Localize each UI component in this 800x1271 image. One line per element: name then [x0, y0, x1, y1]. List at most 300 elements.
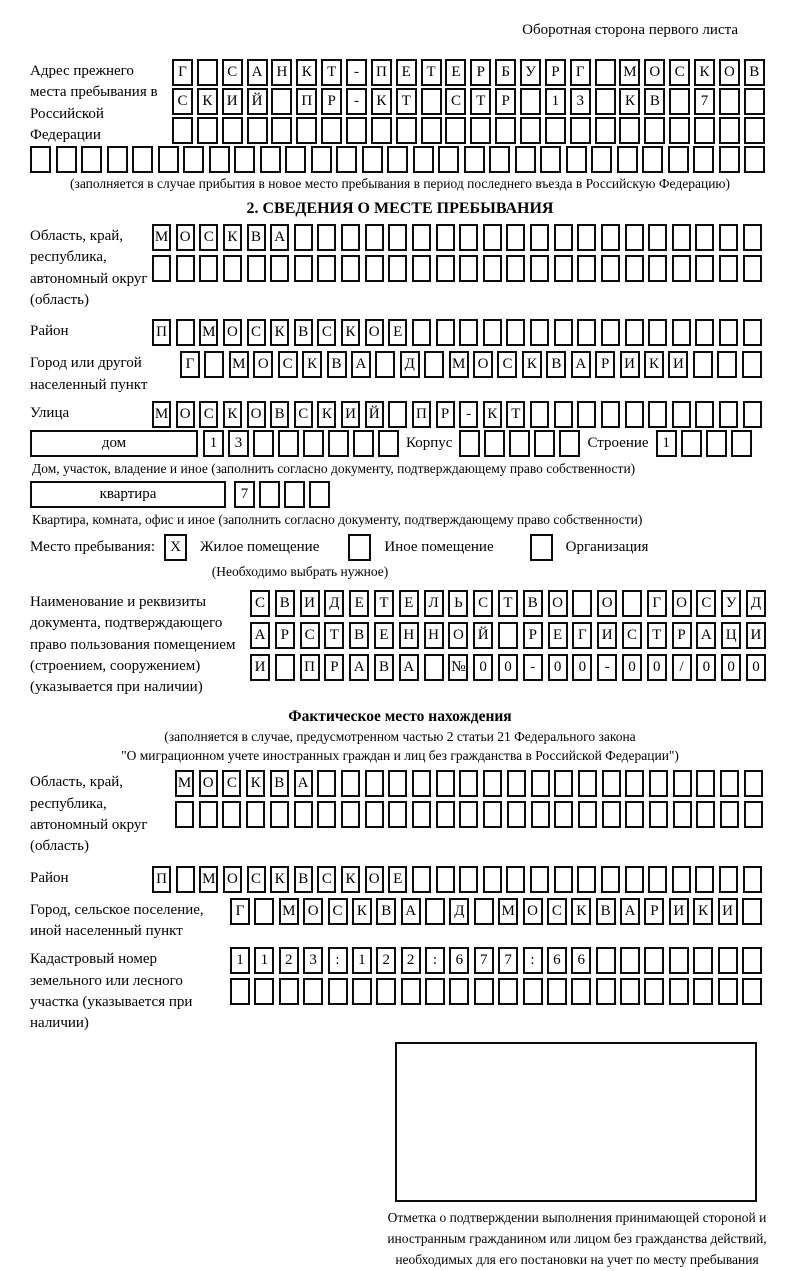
- char-cell[interactable]: -: [597, 654, 617, 681]
- char-cell[interactable]: [278, 430, 299, 457]
- char-cell[interactable]: И: [718, 898, 738, 925]
- char-cell[interactable]: А: [270, 224, 289, 251]
- char-cell[interactable]: К: [644, 351, 664, 378]
- char-cell[interactable]: [222, 117, 243, 144]
- char-cell[interactable]: [253, 430, 274, 457]
- char-cell[interactable]: [530, 255, 549, 282]
- char-cell[interactable]: С: [278, 351, 298, 378]
- char-cell[interactable]: [436, 770, 455, 797]
- char-cell[interactable]: Т: [321, 59, 342, 86]
- char-cell[interactable]: Н: [399, 622, 419, 649]
- char-cell[interactable]: С: [445, 88, 466, 115]
- char-cell[interactable]: [388, 224, 407, 251]
- char-cell[interactable]: 6: [571, 947, 591, 974]
- char-cell[interactable]: :: [523, 947, 543, 974]
- char-cell[interactable]: №: [448, 654, 468, 681]
- char-cell[interactable]: [642, 146, 663, 173]
- char-cell[interactable]: С: [172, 88, 193, 115]
- char-cell[interactable]: [743, 401, 762, 428]
- char-cell[interactable]: 7: [694, 88, 715, 115]
- char-cell[interactable]: [625, 224, 644, 251]
- char-cell[interactable]: Ц: [721, 622, 741, 649]
- char-cell[interactable]: [693, 947, 713, 974]
- char-cell[interactable]: В: [546, 351, 566, 378]
- char-cell[interactable]: [506, 224, 525, 251]
- char-cell[interactable]: [336, 146, 357, 173]
- char-cell[interactable]: [449, 978, 469, 1005]
- char-cell[interactable]: К: [270, 319, 289, 346]
- char-cell[interactable]: Г: [180, 351, 200, 378]
- char-cell[interactable]: [695, 319, 714, 346]
- char-cell[interactable]: [554, 770, 573, 797]
- char-cell[interactable]: [693, 351, 713, 378]
- char-cell[interactable]: [625, 319, 644, 346]
- char-cell[interactable]: [328, 430, 349, 457]
- char-cell[interactable]: [672, 255, 691, 282]
- char-cell[interactable]: [158, 146, 179, 173]
- char-cell[interactable]: [672, 401, 691, 428]
- char-cell[interactable]: [520, 117, 541, 144]
- char-cell[interactable]: И: [597, 622, 617, 649]
- char-cell[interactable]: Р: [275, 622, 295, 649]
- char-cell[interactable]: О: [253, 351, 273, 378]
- char-cell[interactable]: [669, 978, 689, 1005]
- char-cell[interactable]: О: [523, 898, 543, 925]
- char-cell[interactable]: -: [346, 88, 367, 115]
- char-cell[interactable]: [601, 866, 620, 893]
- char-cell[interactable]: [644, 117, 665, 144]
- char-cell[interactable]: [365, 255, 384, 282]
- char-cell[interactable]: [719, 224, 738, 251]
- char-cell[interactable]: [309, 481, 330, 508]
- char-cell[interactable]: [577, 401, 596, 428]
- char-cell[interactable]: [717, 351, 737, 378]
- char-cell[interactable]: В: [523, 590, 543, 617]
- char-cell[interactable]: 2: [401, 947, 421, 974]
- char-cell[interactable]: [595, 117, 616, 144]
- char-cell[interactable]: [341, 255, 360, 282]
- char-cell[interactable]: [591, 146, 612, 173]
- char-cell[interactable]: [483, 770, 502, 797]
- char-cell[interactable]: [648, 319, 667, 346]
- char-cell[interactable]: [617, 146, 638, 173]
- char-cell[interactable]: [362, 146, 383, 173]
- char-cell[interactable]: [625, 801, 644, 828]
- char-cell[interactable]: [375, 351, 395, 378]
- char-cell[interactable]: В: [744, 59, 765, 86]
- char-cell[interactable]: К: [694, 59, 715, 86]
- char-cell[interactable]: Р: [672, 622, 692, 649]
- char-cell[interactable]: [602, 801, 621, 828]
- char-cell[interactable]: [506, 255, 525, 282]
- char-cell[interactable]: [209, 146, 230, 173]
- char-cell[interactable]: В: [275, 590, 295, 617]
- char-cell[interactable]: [545, 117, 566, 144]
- char-cell[interactable]: [459, 319, 478, 346]
- char-cell[interactable]: [620, 978, 640, 1005]
- char-cell[interactable]: П: [152, 866, 171, 893]
- char-cell[interactable]: К: [296, 59, 317, 86]
- char-cell[interactable]: Н: [271, 59, 292, 86]
- char-cell[interactable]: [554, 255, 573, 282]
- char-cell[interactable]: А: [351, 351, 371, 378]
- char-cell[interactable]: [107, 146, 128, 173]
- char-cell[interactable]: [578, 770, 597, 797]
- char-cell[interactable]: С: [328, 898, 348, 925]
- char-cell[interactable]: [321, 117, 342, 144]
- char-cell[interactable]: [247, 117, 268, 144]
- char-cell[interactable]: [695, 866, 714, 893]
- char-cell[interactable]: [531, 770, 550, 797]
- char-cell[interactable]: [554, 866, 573, 893]
- char-cell[interactable]: [436, 224, 455, 251]
- char-cell[interactable]: 1: [545, 88, 566, 115]
- char-cell[interactable]: [412, 770, 431, 797]
- char-cell[interactable]: 1: [254, 947, 274, 974]
- char-cell[interactable]: :: [425, 947, 445, 974]
- char-cell[interactable]: [719, 401, 738, 428]
- char-cell[interactable]: Е: [548, 622, 568, 649]
- char-cell[interactable]: 3: [303, 947, 323, 974]
- char-cell[interactable]: К: [317, 401, 336, 428]
- char-cell[interactable]: [742, 978, 762, 1005]
- char-cell[interactable]: [506, 319, 525, 346]
- char-cell[interactable]: [483, 255, 502, 282]
- char-cell[interactable]: О: [473, 351, 493, 378]
- char-cell[interactable]: [673, 770, 692, 797]
- char-cell[interactable]: Е: [388, 866, 407, 893]
- char-cell[interactable]: В: [294, 866, 313, 893]
- char-cell[interactable]: Г: [570, 59, 591, 86]
- char-cell[interactable]: М: [199, 319, 218, 346]
- char-cell[interactable]: [317, 770, 336, 797]
- char-cell[interactable]: [425, 898, 445, 925]
- char-cell[interactable]: [681, 430, 702, 457]
- char-cell[interactable]: [425, 978, 445, 1005]
- char-cell[interactable]: С: [247, 319, 266, 346]
- char-cell[interactable]: [294, 801, 313, 828]
- char-cell[interactable]: 0: [572, 654, 592, 681]
- char-cell[interactable]: [234, 146, 255, 173]
- char-cell[interactable]: Р: [470, 59, 491, 86]
- char-cell[interactable]: О: [303, 898, 323, 925]
- char-cell[interactable]: К: [223, 224, 242, 251]
- char-cell[interactable]: [719, 866, 738, 893]
- char-cell[interactable]: [388, 801, 407, 828]
- char-cell[interactable]: [436, 866, 455, 893]
- char-cell[interactable]: [706, 430, 727, 457]
- char-cell[interactable]: О: [448, 622, 468, 649]
- char-cell[interactable]: С: [622, 622, 642, 649]
- char-cell[interactable]: 1: [230, 947, 250, 974]
- char-cell[interactable]: [625, 866, 644, 893]
- char-cell[interactable]: К: [341, 319, 360, 346]
- char-cell[interactable]: [484, 430, 505, 457]
- char-cell[interactable]: [498, 978, 518, 1005]
- char-cell[interactable]: [30, 146, 51, 173]
- char-cell[interactable]: И: [250, 654, 270, 681]
- char-cell[interactable]: [554, 801, 573, 828]
- char-cell[interactable]: 2: [376, 947, 396, 974]
- char-cell[interactable]: Р: [324, 654, 344, 681]
- char-cell[interactable]: [547, 978, 567, 1005]
- char-cell[interactable]: [172, 117, 193, 144]
- char-cell[interactable]: [531, 801, 550, 828]
- char-cell[interactable]: [464, 146, 485, 173]
- char-cell[interactable]: [346, 117, 367, 144]
- char-cell[interactable]: 0: [548, 654, 568, 681]
- char-cell[interactable]: [507, 770, 526, 797]
- char-cell[interactable]: [483, 224, 502, 251]
- char-cell[interactable]: [742, 898, 762, 925]
- char-cell[interactable]: [483, 866, 502, 893]
- char-cell[interactable]: [421, 88, 442, 115]
- char-cell[interactable]: [743, 866, 762, 893]
- char-cell[interactable]: В: [376, 898, 396, 925]
- char-cell[interactable]: [625, 255, 644, 282]
- char-cell[interactable]: [152, 255, 171, 282]
- char-cell[interactable]: И: [300, 590, 320, 617]
- char-cell[interactable]: [341, 801, 360, 828]
- char-cell[interactable]: [695, 224, 714, 251]
- char-cell[interactable]: А: [294, 770, 313, 797]
- char-cell[interactable]: [176, 319, 195, 346]
- char-cell[interactable]: [424, 351, 444, 378]
- char-cell[interactable]: О: [365, 866, 384, 893]
- char-cell[interactable]: В: [294, 319, 313, 346]
- char-cell[interactable]: Т: [374, 590, 394, 617]
- char-cell[interactable]: [672, 866, 691, 893]
- char-cell[interactable]: Й: [247, 88, 268, 115]
- char-cell[interactable]: [602, 770, 621, 797]
- char-cell[interactable]: О: [597, 590, 617, 617]
- char-cell[interactable]: [56, 146, 77, 173]
- char-cell[interactable]: [719, 146, 740, 173]
- char-cell[interactable]: А: [247, 59, 268, 86]
- char-cell[interactable]: [570, 117, 591, 144]
- char-cell[interactable]: [696, 801, 715, 828]
- char-cell[interactable]: [388, 255, 407, 282]
- char-cell[interactable]: К: [483, 401, 502, 428]
- char-cell[interactable]: А: [696, 622, 716, 649]
- char-cell[interactable]: [669, 117, 690, 144]
- char-cell[interactable]: Г: [230, 898, 250, 925]
- char-cell[interactable]: К: [571, 898, 591, 925]
- char-cell[interactable]: Р: [523, 622, 543, 649]
- char-cell[interactable]: Г: [172, 59, 193, 86]
- char-cell[interactable]: А: [399, 654, 419, 681]
- char-cell[interactable]: [413, 146, 434, 173]
- char-cell[interactable]: [742, 947, 762, 974]
- char-cell[interactable]: [744, 770, 763, 797]
- char-cell[interactable]: О: [365, 319, 384, 346]
- char-cell[interactable]: [648, 255, 667, 282]
- char-cell[interactable]: П: [412, 401, 431, 428]
- char-cell[interactable]: [644, 947, 664, 974]
- char-cell[interactable]: 0: [746, 654, 766, 681]
- char-cell[interactable]: [371, 117, 392, 144]
- char-cell[interactable]: [577, 866, 596, 893]
- char-cell[interactable]: [719, 319, 738, 346]
- char-cell[interactable]: С: [300, 622, 320, 649]
- char-cell[interactable]: [412, 866, 431, 893]
- char-cell[interactable]: [197, 117, 218, 144]
- char-cell[interactable]: [470, 117, 491, 144]
- char-cell[interactable]: Т: [324, 622, 344, 649]
- char-cell[interactable]: [742, 351, 762, 378]
- char-cell[interactable]: [669, 947, 689, 974]
- char-cell[interactable]: [695, 401, 714, 428]
- char-cell[interactable]: [412, 801, 431, 828]
- char-cell[interactable]: [572, 590, 592, 617]
- char-cell[interactable]: И: [746, 622, 766, 649]
- char-cell[interactable]: -: [523, 654, 543, 681]
- char-cell[interactable]: [648, 224, 667, 251]
- char-cell[interactable]: О: [223, 319, 242, 346]
- char-cell[interactable]: [601, 255, 620, 282]
- char-cell[interactable]: О: [548, 590, 568, 617]
- char-cell[interactable]: 1: [203, 430, 224, 457]
- char-cell[interactable]: С: [199, 401, 218, 428]
- char-cell[interactable]: [534, 430, 555, 457]
- char-cell[interactable]: [317, 255, 336, 282]
- char-cell[interactable]: [436, 319, 455, 346]
- char-cell[interactable]: И: [620, 351, 640, 378]
- char-cell[interactable]: [495, 117, 516, 144]
- char-cell[interactable]: С: [696, 590, 716, 617]
- char-cell[interactable]: [294, 255, 313, 282]
- char-cell[interactable]: Д: [324, 590, 344, 617]
- char-cell[interactable]: [648, 866, 667, 893]
- char-cell[interactable]: 3: [570, 88, 591, 115]
- char-cell[interactable]: К: [371, 88, 392, 115]
- char-cell[interactable]: [693, 146, 714, 173]
- char-cell[interactable]: [696, 770, 715, 797]
- char-cell[interactable]: [353, 430, 374, 457]
- char-cell[interactable]: У: [721, 590, 741, 617]
- char-cell[interactable]: 0: [498, 654, 518, 681]
- char-cell[interactable]: 2: [279, 947, 299, 974]
- char-cell[interactable]: [270, 255, 289, 282]
- char-cell[interactable]: [720, 770, 739, 797]
- char-cell[interactable]: [601, 319, 620, 346]
- char-cell[interactable]: Р: [495, 88, 516, 115]
- char-cell[interactable]: [474, 978, 494, 1005]
- char-cell[interactable]: 6: [547, 947, 567, 974]
- char-cell[interactable]: Б: [495, 59, 516, 86]
- char-cell[interactable]: [260, 146, 281, 173]
- char-cell[interactable]: А: [401, 898, 421, 925]
- char-cell[interactable]: 0: [696, 654, 716, 681]
- char-cell[interactable]: [183, 146, 204, 173]
- char-cell[interactable]: [554, 401, 573, 428]
- char-cell[interactable]: О: [176, 401, 195, 428]
- char-cell[interactable]: 0: [721, 654, 741, 681]
- char-cell[interactable]: 0: [473, 654, 493, 681]
- char-cell[interactable]: [376, 978, 396, 1005]
- char-cell[interactable]: Й: [473, 622, 493, 649]
- char-cell[interactable]: [483, 319, 502, 346]
- char-cell[interactable]: Т: [498, 590, 518, 617]
- char-cell[interactable]: [719, 117, 740, 144]
- char-cell[interactable]: [596, 947, 616, 974]
- char-cell[interactable]: [559, 430, 580, 457]
- char-cell[interactable]: С: [250, 590, 270, 617]
- char-cell[interactable]: 7: [498, 947, 518, 974]
- char-cell[interactable]: [341, 770, 360, 797]
- char-cell[interactable]: [259, 481, 280, 508]
- char-cell[interactable]: [388, 770, 407, 797]
- char-cell[interactable]: Т: [506, 401, 525, 428]
- char-cell[interactable]: [507, 801, 526, 828]
- char-cell[interactable]: [483, 801, 502, 828]
- char-cell[interactable]: П: [300, 654, 320, 681]
- char-cell[interactable]: [296, 117, 317, 144]
- char-cell[interactable]: В: [247, 224, 266, 251]
- char-cell[interactable]: [424, 654, 444, 681]
- char-cell[interactable]: Р: [545, 59, 566, 86]
- residential-checkbox[interactable]: X: [164, 534, 187, 561]
- char-cell[interactable]: [175, 801, 194, 828]
- char-cell[interactable]: [412, 319, 431, 346]
- char-cell[interactable]: [489, 146, 510, 173]
- char-cell[interactable]: М: [199, 866, 218, 893]
- char-cell[interactable]: [625, 401, 644, 428]
- char-cell[interactable]: [530, 866, 549, 893]
- char-cell[interactable]: В: [349, 622, 369, 649]
- char-cell[interactable]: [387, 146, 408, 173]
- char-cell[interactable]: Т: [421, 59, 442, 86]
- char-cell[interactable]: [668, 146, 689, 173]
- char-cell[interactable]: У: [520, 59, 541, 86]
- char-cell[interactable]: О: [223, 866, 242, 893]
- char-cell[interactable]: М: [279, 898, 299, 925]
- char-cell[interactable]: [577, 319, 596, 346]
- char-cell[interactable]: [523, 978, 543, 1005]
- char-cell[interactable]: [176, 866, 195, 893]
- char-cell[interactable]: О: [644, 59, 665, 86]
- char-cell[interactable]: [620, 947, 640, 974]
- char-cell[interactable]: Т: [647, 622, 667, 649]
- char-cell[interactable]: -: [346, 59, 367, 86]
- char-cell[interactable]: [396, 117, 417, 144]
- char-cell[interactable]: [317, 224, 336, 251]
- char-cell[interactable]: В: [596, 898, 616, 925]
- char-cell[interactable]: [459, 224, 478, 251]
- char-cell[interactable]: [271, 117, 292, 144]
- char-cell[interactable]: М: [152, 224, 171, 251]
- char-cell[interactable]: [204, 351, 224, 378]
- char-cell[interactable]: [540, 146, 561, 173]
- char-cell[interactable]: В: [374, 654, 394, 681]
- char-cell[interactable]: К: [302, 351, 322, 378]
- char-cell[interactable]: И: [669, 898, 689, 925]
- char-cell[interactable]: /: [672, 654, 692, 681]
- char-cell[interactable]: [596, 978, 616, 1005]
- char-cell[interactable]: Г: [647, 590, 667, 617]
- char-cell[interactable]: Т: [396, 88, 417, 115]
- char-cell[interactable]: [693, 978, 713, 1005]
- char-cell[interactable]: С: [222, 59, 243, 86]
- char-cell[interactable]: [445, 117, 466, 144]
- char-cell[interactable]: [285, 146, 306, 173]
- char-cell[interactable]: 7: [474, 947, 494, 974]
- char-cell[interactable]: С: [294, 401, 313, 428]
- char-cell[interactable]: [436, 255, 455, 282]
- char-cell[interactable]: -: [459, 401, 478, 428]
- char-cell[interactable]: [401, 978, 421, 1005]
- char-cell[interactable]: Е: [388, 319, 407, 346]
